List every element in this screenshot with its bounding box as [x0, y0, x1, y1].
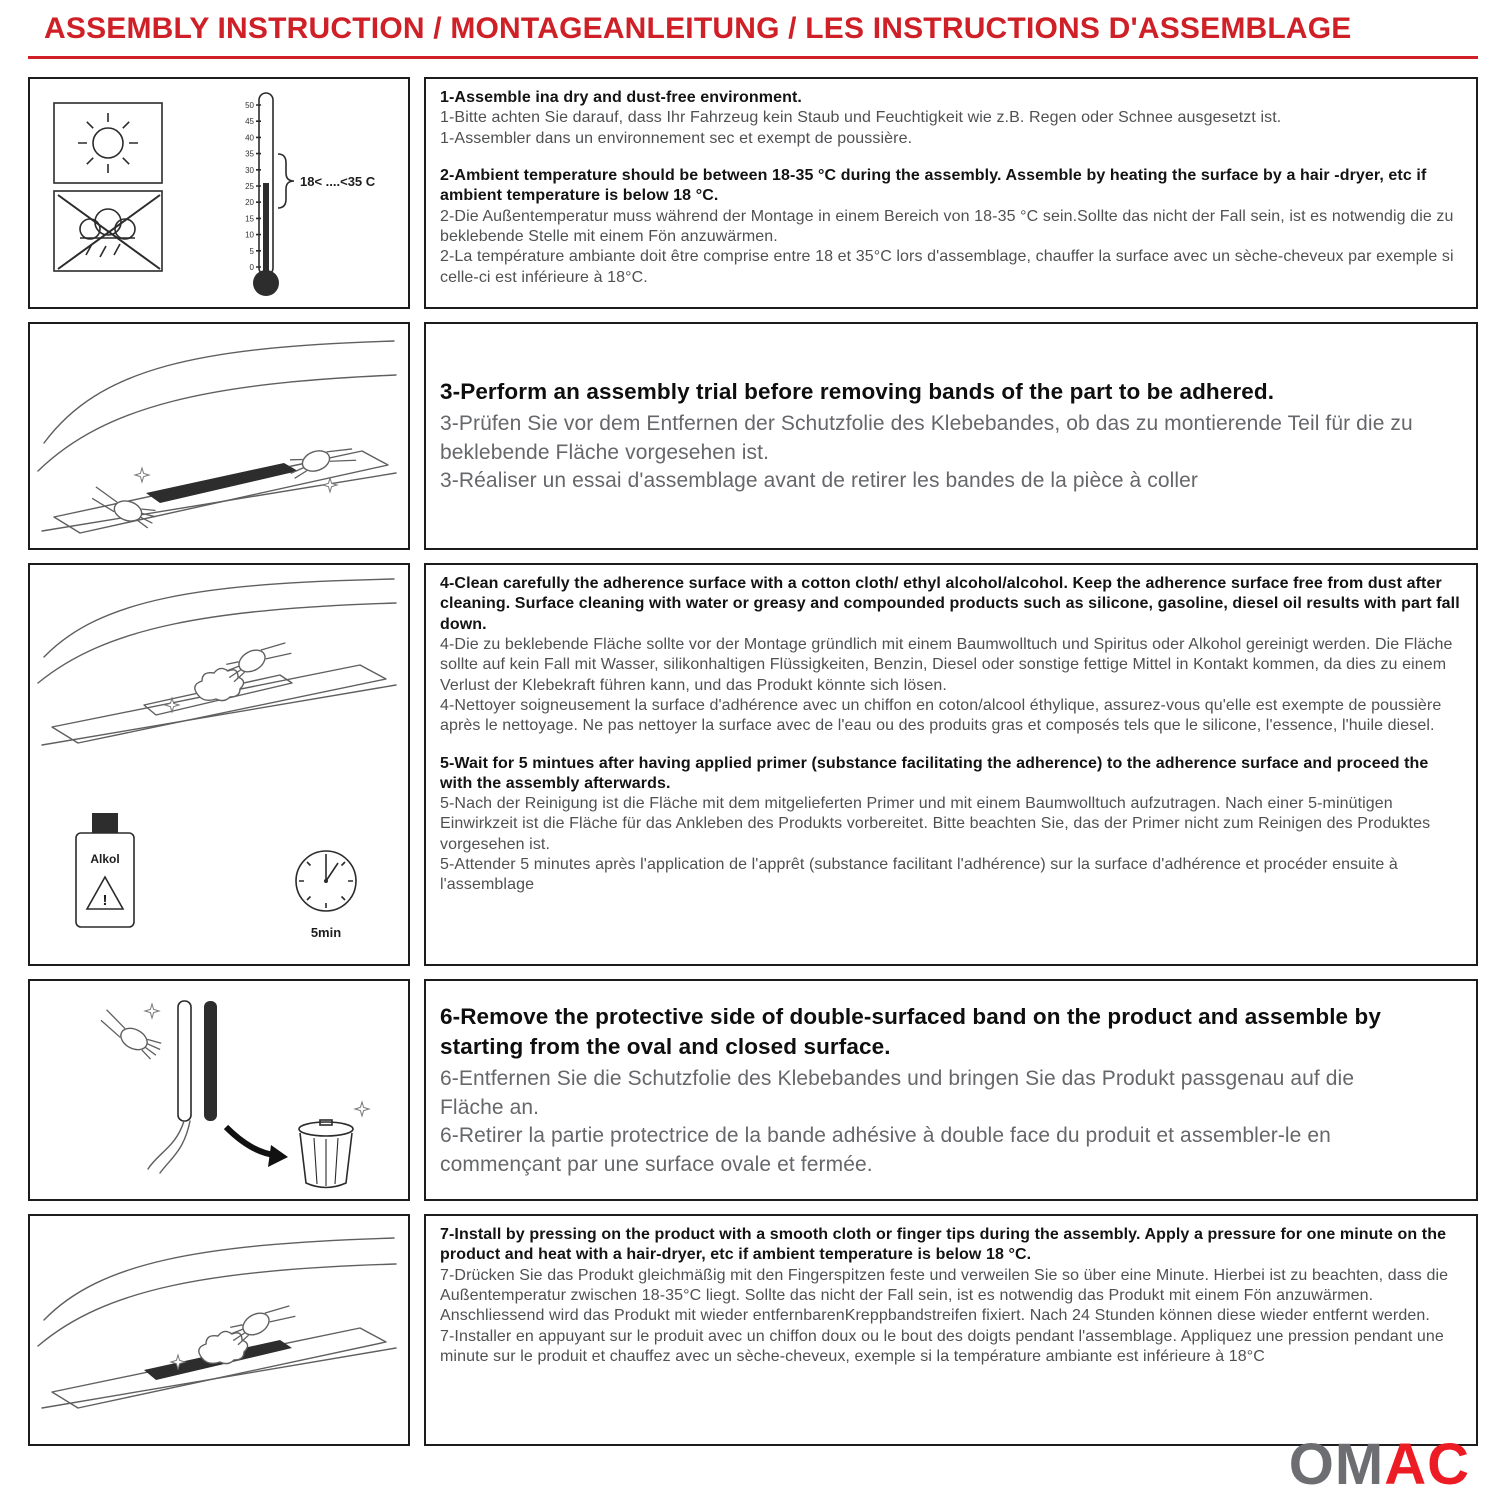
arrow-icon [226, 1127, 288, 1167]
instruction-7-fr: 7-Installer en appuyant sur le produit avec un chiffon doux ou le bout des doigts pendant l'assemblage. Appliquez une pression pendant une minute sur le produit et chauffez avec un sèche-cheveux, exemple si la température ambiante est inférieure à 18°C [440, 1327, 1444, 1365]
illustration-trial-box [28, 322, 410, 550]
brace-icon [278, 154, 294, 208]
product-strip [146, 463, 298, 503]
instruction-1-en: 1-Assemble ina dry and dust-free environment. [440, 89, 802, 106]
instruction-6-de: 6-Entfernen Sie die Schutzfolie des Klebebandes und bringen Sie das Produkt passgenau auf die Fläche an. [440, 1067, 1355, 1119]
omac-logo-red-letters: AC [1384, 1432, 1470, 1497]
scale-tick: 50 [245, 101, 254, 110]
bottle-label: Alkol [90, 852, 120, 866]
instruction-text-box-3 [424, 563, 1478, 966]
scale-tick: 30 [245, 165, 254, 175]
clock-label: 5min [310, 925, 342, 940]
svg-text:!: ! [102, 892, 108, 909]
instruction-4-de: 4-Die zu beklebende Fläche sollte vor der Montage gründlich mit einem Baumwolltuch und Spiritus oder Alkohol gereinigt werden. Die Fläche sollte auf kein Fall mit Wasser, silikonhaltigen Flüssigkeiten, Benzin, Diesel oder sonstige fettige Mittel in Kontakt kommen, da dies zu einem Verlust der Klebekraft führen kann, und das Produkt könnte sich lösen. [440, 635, 1453, 694]
instruction-5-fr: 5-Attender 5 minutes après l'application de l'apprêt (substance facilitant l'adhérence) sur la surface d'adhérence et procéder ensuite à l'assemblage [440, 856, 1398, 894]
illustration-climate-box [28, 77, 410, 309]
sparkle-icon [323, 478, 337, 492]
door-sill-illustration [38, 1238, 396, 1408]
instruction-row-1 [28, 77, 1478, 309]
instruction-rows [28, 77, 1478, 1446]
scale-tick: 0 [249, 263, 254, 272]
scale-tick: 35 [245, 149, 254, 159]
scale-tick: 10 [245, 230, 254, 240]
scale-tick: 15 [245, 214, 254, 224]
instruction-2-en: 2-Ambient temperature should be between 18-35 °C during the assembly. Assemble by heating the surface by a hair -dryer, etc if ambient temperature is below 18 °C. [440, 166, 1427, 205]
instruction-2-de: 2-Die Außentemperatur muss während der Montage in einem Bereich von 18-35 °C sein.Sollte das nicht der Fall sein, ist es notwendig die zu beklebende Stelle mit einem Fön anzuwärmen. [440, 207, 1454, 245]
right-hand-icon [286, 439, 356, 483]
sparkle-icon [135, 468, 149, 482]
instruction-row-5 [28, 1214, 1478, 1446]
instruction-text-box-1 [424, 77, 1478, 309]
instruction-6-fr: 6-Retirer la partie protectrice de la bande adhésive à double face du produit et assembler-le en commençant par une surface ovale et fermée. [440, 1124, 1331, 1176]
instruction-row-4 [28, 979, 1478, 1201]
instruction-row-3 [28, 563, 1478, 966]
trash-can-icon [299, 1120, 353, 1188]
instruction-row-2 [28, 322, 1478, 550]
page-title: ASSEMBLY INSTRUCTION / MONTAGEANLEITUNG / LES INSTRUCTIONS D'ASSEMBLAGE [44, 12, 1352, 45]
instruction-3-de: 3-Prüfen Sie vor dem Entfernen der Schutzfolie des Klebebandes, ob das zu montierende Teil für die zu beklebende Fläche vorgesehen ist. [440, 411, 1413, 464]
instruction-5-en: 5-Wait for 5 mintues after having applied primer (substance facilitating the adherence) to the adherence surface and proceed the with the assembly afterwards. [440, 754, 1429, 792]
instruction-7-de: 7-Drücken Sie das Produkt gleichmäßig mit den Fingerspitzen feste und verweilen Sie so über eine Minute. Hierbei ist zu beachten, dass die Außentemperatur zwischen 18-35°C liegt. Sollte das nicht der Fall sein, ist es notwendig das Produkt mit einem Fön anzuwärmen. Anschliessend wird das Produkt mit wieder entfernbarenKreppbandstreifen fixiert. Nach 24 Stunden können diese wieder entfernt werden. [440, 1266, 1449, 1325]
illustration-press-box [28, 1214, 410, 1446]
instruction-7-en: 7-Install by pressing on the product with a smooth cloth or finger tips during the assembly. Apply a pressure for one minute on the product and heat with a hair-dryer, etc if ambient temperature is below 18 °C. [440, 1226, 1447, 1264]
footer [1288, 1432, 1470, 1497]
clean-surface-illustration [30, 565, 408, 964]
temp-range-label: 18< ....<35 C [300, 174, 376, 189]
product-strips [178, 1001, 217, 1121]
illustration-clean-box [28, 563, 410, 966]
instruction-6-en: 6-Remove the protective side of double-surfaced band on the product and assemble by starting from the oval and closed surface. [440, 1003, 1381, 1060]
instruction-text-box-2 [424, 322, 1478, 550]
instruction-3-en: 3-Perform an assembly trial before removing bands of the part to be adhered. [440, 379, 1275, 405]
sun-icon [54, 103, 162, 183]
instruction-4-en: 4-Clean carefully the adherence surface with a cotton cloth/ ethyl alcohol/alcohol. Keep the adherence surface free from dust after cleaning. Surface cleaning with water or greasy and compounded products such as silicone, gasoline, diesel oil results with part fall down. [440, 575, 1460, 633]
instruction-5-de: 5-Nach der Reinigung ist die Fläche mit dem mitgelieferten Primer und mit einem Baumwolltuch aufzutragen. Nach einer 5-minütigen Einwirkzeit ist die Fläche für das Ankleben des Produkts vorbereitet. Bitte beachten Sie, das der Primer nicht zum Reinigen des Produktes vorgesehen ist. [440, 795, 1431, 853]
clock-icon [296, 851, 356, 940]
illustration-peel-box [28, 979, 410, 1201]
peeled-film [148, 1121, 190, 1173]
scale-tick: 25 [245, 182, 254, 191]
instruction-text-box-4 [424, 979, 1478, 1201]
sparkle-icon [145, 1004, 159, 1018]
instruction-1-de: 1-Bitte achten Sie darauf, dass Ihr Fahrzeug kein Staub und Feuchtigkeit wie z.B. Regen oder Schnee ausgesetzt ist. [440, 109, 1282, 127]
scale-tick: 45 [245, 117, 254, 127]
climate-temperature-illustration [30, 81, 408, 305]
title-underline [28, 56, 1478, 59]
instruction-1-fr: 1-Assembler dans un environnement sec et exempt de poussière. [440, 129, 913, 147]
scale-tick: 20 [245, 198, 254, 208]
thermometer-icon [245, 93, 376, 296]
assembly-trial-illustration [30, 325, 408, 547]
instruction-4-fr: 4-Nettoyer soigneusement la surface d'adhérence avec un chiffon en coton/alcool éthylique, assurez-vous qu'elle est exempte de poussière après le nettoyage. Ne pas nettoyer la surface avec de l'eau ou des produits gras et composés tels que le silicone, l'essence, l'huile diesel. [440, 696, 1442, 735]
omac-logo-gray-letters: OM [1288, 1432, 1385, 1497]
remove-band-illustration [30, 981, 408, 1199]
scale-tick: 5 [249, 246, 254, 256]
scale-tick: 40 [245, 133, 254, 143]
door-sill-illustration [38, 341, 396, 533]
instruction-3-fr: 3-Réaliser un essai d'assemblage avant de retirer les bandes de la pièce à coller [440, 469, 1199, 493]
header [28, 12, 1478, 59]
door-sill-illustration [38, 579, 396, 745]
alcohol-bottle-icon [76, 813, 134, 927]
sparkle-icon [355, 1102, 369, 1116]
no-rain-icon [54, 191, 162, 271]
press-product-illustration [30, 1216, 408, 1444]
omac-logo [1288, 1432, 1470, 1497]
instruction-2-fr: 2-La température ambiante doit être comprise entre 18 et 35°C lors d'assemblage, chauffer la surface avec un sèche-cheveux par exemple si celle-ci est inférieure à 18°C. [440, 248, 1454, 286]
instruction-text-box-5 [424, 1214, 1478, 1446]
warning-triangle-icon [87, 877, 123, 909]
hand-icon [96, 1010, 165, 1061]
